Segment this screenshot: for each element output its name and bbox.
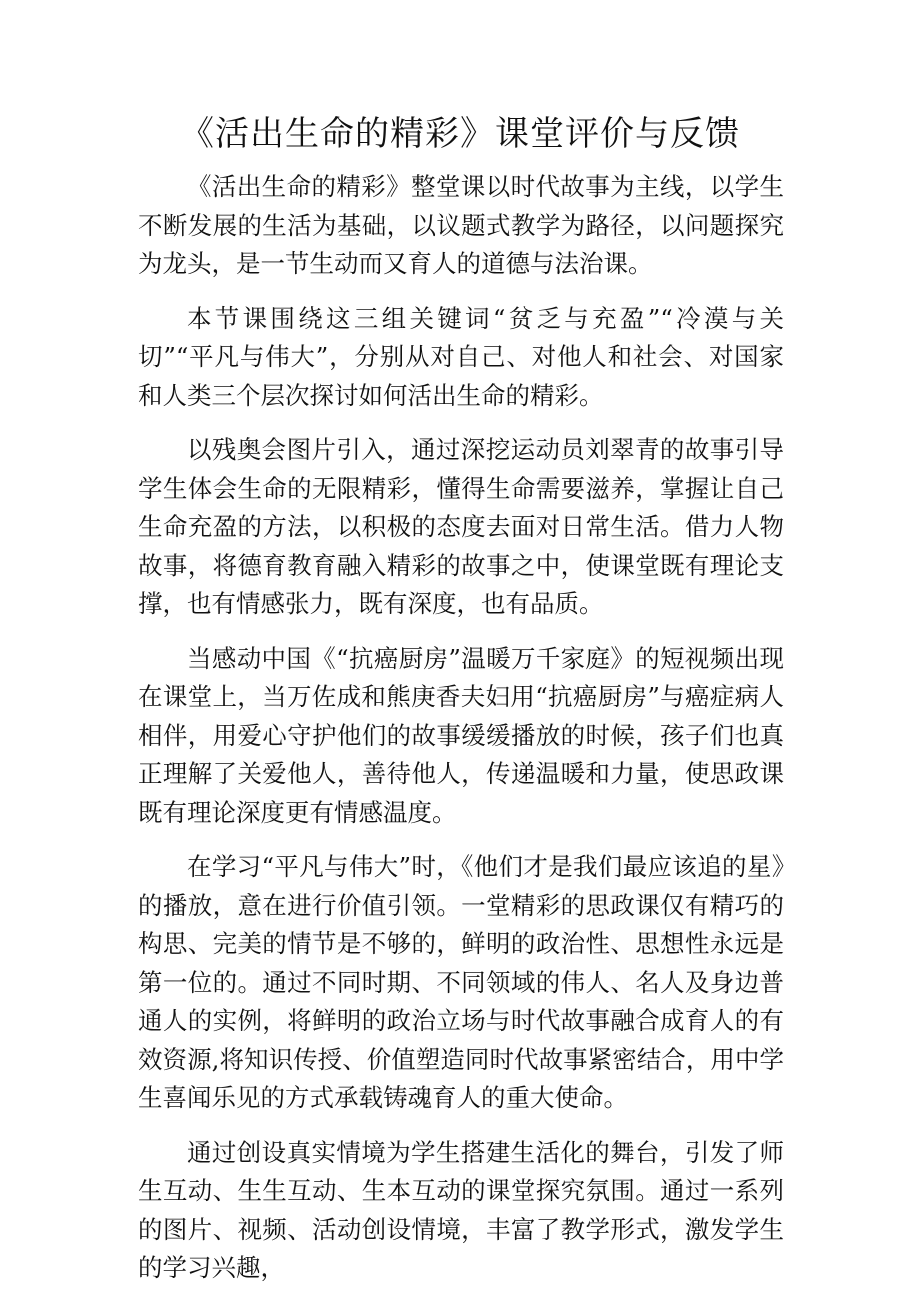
paragraph-1: 《活出生命的精彩》整堂课以时代故事为主线，以学生不断发展的生活为基础，以议题式教学为路径，以问题探究为龙头，是一节生动而又育人的道德与法治课。 bbox=[138, 172, 784, 278]
document-body bbox=[138, 168, 784, 1304]
paragraph-5: 在学习“平凡与伟大”时，《他们才是我们最应该追的星》的播放，意在进行价值引领。一堂精彩的思政课仅有精巧的构思、完美的情节是不够的，鲜明的政治性、思想性永远是第一位的。通过不同时期、不同领域的伟人、名人及身边普通人的实例，将鲜明的政治立场与时代故事融合成育人的有效资源,将知识传授、价值塑造同时代故事紧密结合，用中学生喜闻乐见的方式承载铸魂育人的重大使命。 bbox=[138, 852, 784, 1112]
paragraph-4: 当感动中国《“抗癌厨房”温暖万千家庭》的短视频出现在课堂上，当万佐成和熊庚香夫妇用“抗癌厨房”与癌症病人相伴，用爱心守护他们的故事缓缓播放的时候，孩子们也真正理解了关爱他人，善待他人，传递温暖和力量，使思政课既有理论深度更有情感温度。 bbox=[138, 643, 784, 827]
document-title: 《活出生命的精彩》课堂评价与反馈 bbox=[180, 114, 740, 154]
paragraph-3: 以残奥会图片引入，通过深挖运动员刘翠青的故事引导学生体会生命的无限精彩，懂得生命需要滋养，掌握让自己生命充盈的方法，以积极的态度去面对日常生活。借力人物故事，将德育教育融入精彩的故事之中，使课堂既有理论支撑，也有情感张力，既有深度，也有品质。 bbox=[138, 435, 784, 618]
paragraph-2: 本节课围绕这三组关键词“贫乏与充盈”“冷漠与关切”“平凡与伟大”，分别从对自己、对他人和社会、对国家和人类三个层次探讨如何活出生命的精彩。 bbox=[138, 303, 784, 410]
paragraph-6: 通过创设真实情境为学生搭建生活化的舞台，引发了师生互动、生生互动、生本互动的课堂探究氛围。通过一系列的图片、视频、活动创设情境，丰富了教学形式，激发学生的学习兴趣， bbox=[138, 1137, 784, 1282]
